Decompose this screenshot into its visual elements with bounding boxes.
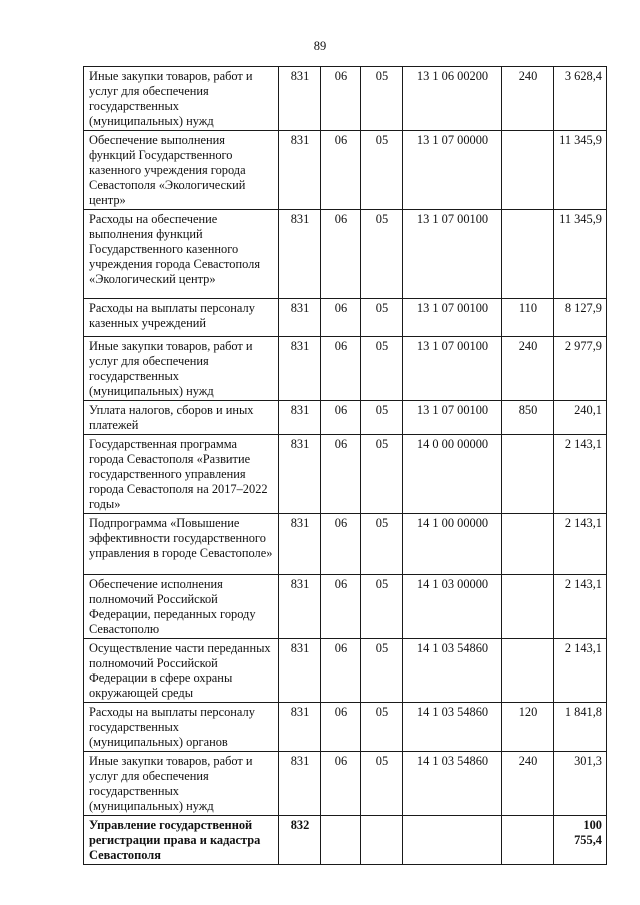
amount-cell: 2 143,1: [554, 435, 607, 514]
admin-code-cell: 831: [279, 131, 321, 210]
admin-code-cell: 831: [279, 210, 321, 299]
expense-kind-cell: 850: [502, 401, 554, 435]
amount-cell: 2 143,1: [554, 575, 607, 639]
subsection-code-cell: 05: [361, 752, 403, 816]
expense-kind-cell: 240: [502, 67, 554, 131]
section-code-cell: 06: [321, 639, 361, 703]
amount-cell: 8 127,9: [554, 299, 607, 337]
table-row: [84, 435, 607, 514]
subsection-code-cell: [361, 816, 403, 865]
row-name-cell: Иные закупки товаров, работ и услуг для обеспечения государственных (муниципальных) нужд: [84, 67, 279, 131]
target-article-cell: 13 1 07 00100: [403, 337, 502, 401]
expense-kind-cell: 240: [502, 752, 554, 816]
expense-kind-cell: [502, 131, 554, 210]
row-name-cell: Обеспечение исполнения полномочий Российской Федерации, переданных городу Севастополю: [84, 575, 279, 639]
table-row: [84, 401, 607, 435]
amount-cell: 240,1: [554, 401, 607, 435]
row-name-cell: Управление государственной регистрации права и кадастра Севастополя: [84, 816, 279, 865]
table-row: [84, 67, 607, 131]
row-name-cell: Расходы на обеспечение выполнения функций Государственного казенного учреждения города Севастополя «Экологический центр»: [84, 210, 279, 299]
target-article-cell: 14 1 03 00000: [403, 575, 502, 639]
admin-code-cell: 831: [279, 575, 321, 639]
admin-code-cell: 831: [279, 639, 321, 703]
row-name-cell: Уплата налогов, сборов и иных платежей: [84, 401, 279, 435]
admin-code-cell: 832: [279, 816, 321, 865]
section-code-cell: 06: [321, 575, 361, 639]
amount-cell: 301,3: [554, 752, 607, 816]
section-code-cell: 06: [321, 67, 361, 131]
section-code-cell: [321, 816, 361, 865]
page-number: 89: [313, 39, 327, 53]
section-code-cell: 06: [321, 435, 361, 514]
budget-table-body: [84, 67, 607, 865]
section-code-cell: 06: [321, 131, 361, 210]
amount-cell: 2 977,9: [554, 337, 607, 401]
section-code-cell: 06: [321, 401, 361, 435]
budget-table: [83, 66, 607, 865]
subsection-code-cell: 05: [361, 210, 403, 299]
target-article-cell: [403, 816, 502, 865]
target-article-cell: 13 1 06 00200: [403, 67, 502, 131]
table-row: [84, 639, 607, 703]
admin-code-cell: 831: [279, 67, 321, 131]
row-name-cell: Расходы на выплаты персоналу казенных учреждений: [84, 299, 279, 337]
subsection-code-cell: 05: [361, 703, 403, 752]
amount-cell: 11 345,9: [554, 210, 607, 299]
target-article-cell: 14 1 03 54860: [403, 703, 502, 752]
target-article-cell: 14 0 00 00000: [403, 435, 502, 514]
table-row: [84, 299, 607, 337]
admin-code-cell: 831: [279, 299, 321, 337]
row-name-cell: Расходы на выплаты персоналу государственных (муниципальных) органов: [84, 703, 279, 752]
admin-code-cell: 831: [279, 752, 321, 816]
target-article-cell: 13 1 07 00100: [403, 401, 502, 435]
section-code-cell: 06: [321, 703, 361, 752]
amount-cell: 2 143,1: [554, 639, 607, 703]
amount-cell: 100 755,4: [554, 816, 607, 865]
subsection-code-cell: 05: [361, 401, 403, 435]
subsection-code-cell: 05: [361, 639, 403, 703]
table-row: [84, 575, 607, 639]
expense-kind-cell: 240: [502, 337, 554, 401]
expense-kind-cell: [502, 210, 554, 299]
expense-kind-cell: [502, 514, 554, 575]
section-code-cell: 06: [321, 337, 361, 401]
section-code-cell: 06: [321, 210, 361, 299]
expense-kind-cell: [502, 639, 554, 703]
row-name-cell: Иные закупки товаров, работ и услуг для обеспечения государственных (муниципальных) нужд: [84, 752, 279, 816]
expense-kind-cell: [502, 435, 554, 514]
amount-cell: 2 143,1: [554, 514, 607, 575]
amount-cell: 1 841,8: [554, 703, 607, 752]
section-code-cell: 06: [321, 752, 361, 816]
row-name-cell: Обеспечение выполнения функций Государственного казенного учреждения города Севастополя «Экологический центр»: [84, 131, 279, 210]
subsection-code-cell: 05: [361, 67, 403, 131]
expense-kind-cell: [502, 816, 554, 865]
row-name-cell: Подпрограмма «Повышение эффективности государственного управления в городе Севастополе»: [84, 514, 279, 575]
subsection-code-cell: 05: [361, 575, 403, 639]
target-article-cell: 14 1 03 54860: [403, 639, 502, 703]
admin-code-cell: 831: [279, 337, 321, 401]
admin-code-cell: 831: [279, 703, 321, 752]
table-row: [84, 703, 607, 752]
table-row: [84, 752, 607, 816]
table-row: [84, 514, 607, 575]
amount-cell: 11 345,9: [554, 131, 607, 210]
table-row: [84, 210, 607, 299]
subsection-code-cell: 05: [361, 337, 403, 401]
target-article-cell: 14 1 03 54860: [403, 752, 502, 816]
admin-code-cell: 831: [279, 401, 321, 435]
target-article-cell: 13 1 07 00100: [403, 210, 502, 299]
subsection-code-cell: 05: [361, 435, 403, 514]
amount-cell: 3 628,4: [554, 67, 607, 131]
admin-code-cell: 831: [279, 514, 321, 575]
table-row: [84, 816, 607, 865]
target-article-cell: 13 1 07 00000: [403, 131, 502, 210]
subsection-code-cell: 05: [361, 131, 403, 210]
row-name-cell: Государственная программа города Севастополя «Развитие государственного управления города Севастополя на 2017–2022 годы»: [84, 435, 279, 514]
row-name-cell: Осуществление части переданных полномочий Российской Федерации в сфере охраны окружающей среды: [84, 639, 279, 703]
subsection-code-cell: 05: [361, 299, 403, 337]
target-article-cell: 14 1 00 00000: [403, 514, 502, 575]
expense-kind-cell: 110: [502, 299, 554, 337]
expense-kind-cell: 120: [502, 703, 554, 752]
row-name-cell: Иные закупки товаров, работ и услуг для обеспечения государственных (муниципальных) нужд: [84, 337, 279, 401]
expense-kind-cell: [502, 575, 554, 639]
section-code-cell: 06: [321, 299, 361, 337]
admin-code-cell: 831: [279, 435, 321, 514]
target-article-cell: 13 1 07 00100: [403, 299, 502, 337]
table-row: [84, 131, 607, 210]
subsection-code-cell: 05: [361, 514, 403, 575]
table-row: [84, 337, 607, 401]
section-code-cell: 06: [321, 514, 361, 575]
